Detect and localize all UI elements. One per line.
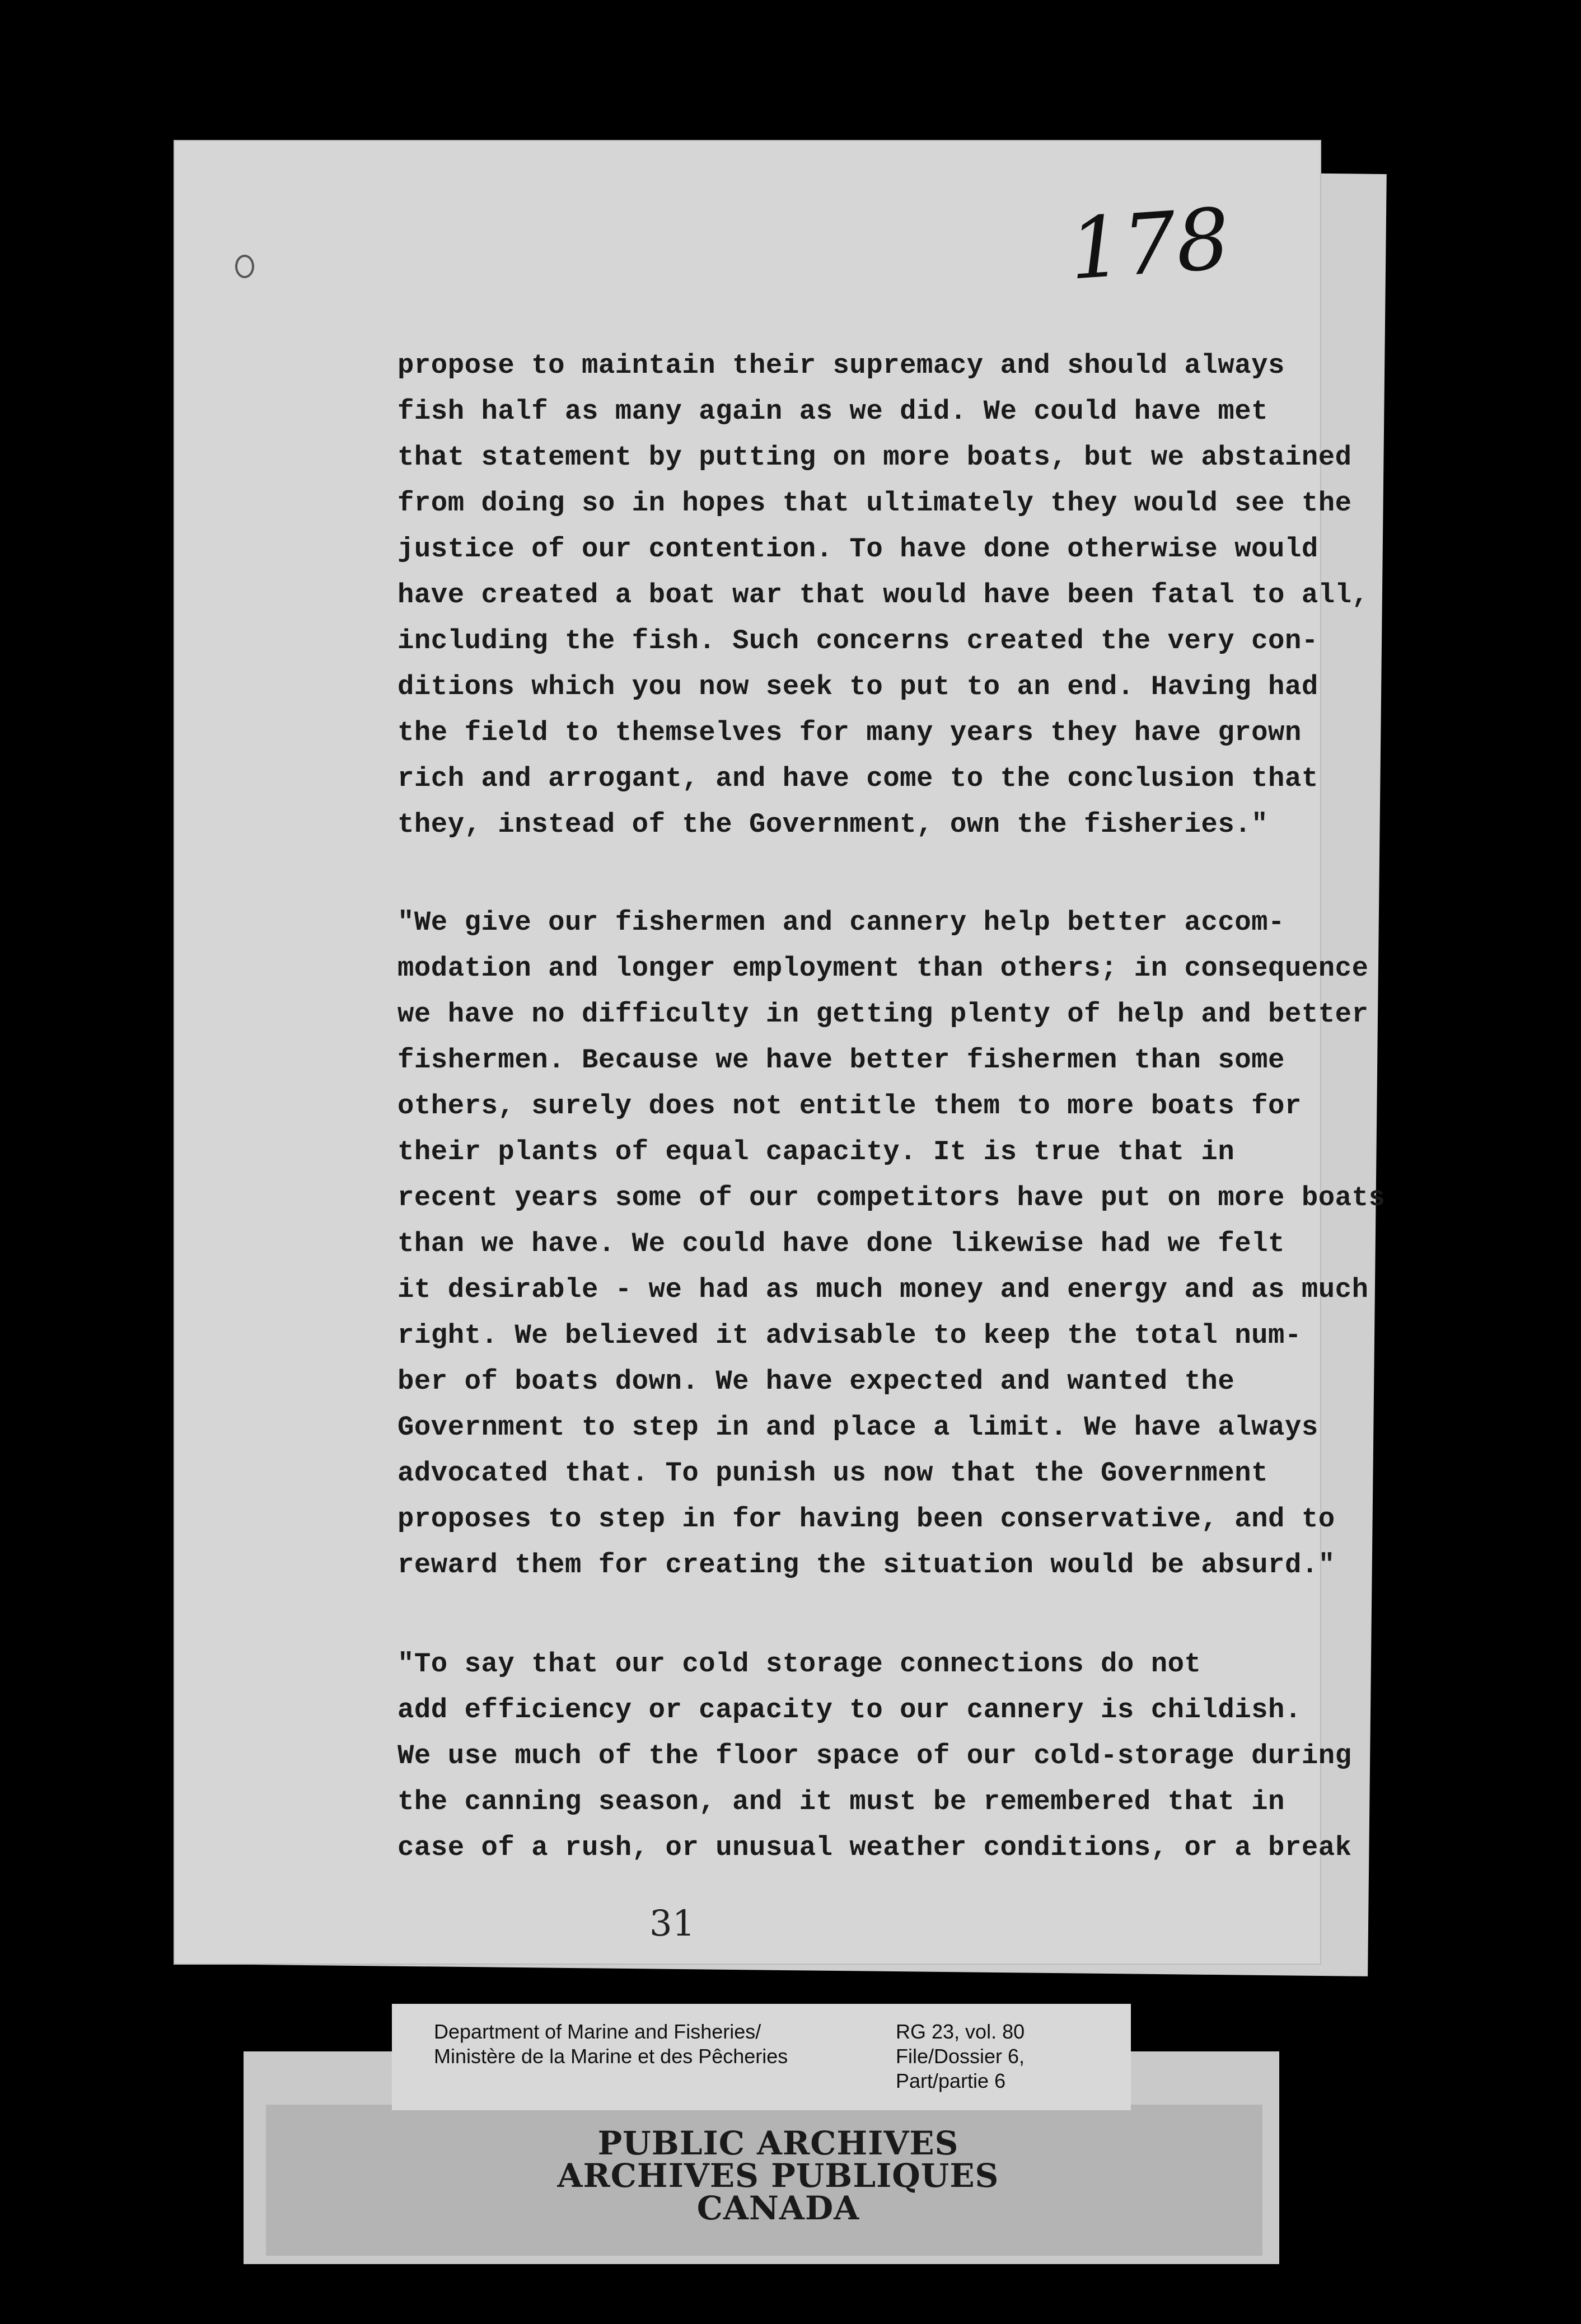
archive-reference [896, 2020, 1025, 2093]
archive-department [434, 2020, 788, 2069]
text-line: we have no difficulty in getting plenty of help and better [397, 999, 1369, 1030]
record-group: RG 23, vol. 80 [896, 2020, 1025, 2043]
text-line: fish half as many again as we did. We could have met [397, 396, 1269, 427]
text-line: add efficiency or capacity to our cannery is childish. [397, 1694, 1302, 1726]
text-line: "To say that our cold storage connections do not [397, 1648, 1201, 1680]
punch-hole [235, 255, 254, 278]
text-line: case of a rush, or unusual weather conditions, or a break [397, 1832, 1352, 1863]
text-line: proposes to step in for having been conservative, and to [397, 1503, 1335, 1535]
text-line: including the fish. Such concerns created the very con- [397, 625, 1318, 657]
text-line: the field to themselves for many years they have grown [397, 717, 1302, 748]
text-line: Government to step in and place a limit. We have always [397, 1412, 1318, 1443]
text-line: have created a boat war that would have been fatal to all, [397, 579, 1369, 611]
text-line: "We give our fishermen and cannery help better accom- [397, 907, 1285, 938]
text-line: it desirable - we had as much money and energy and as much [397, 1274, 1369, 1305]
department-french: Ministère de la Marine et des Pêcheries [434, 2045, 788, 2068]
text-line: the canning season, and it must be remembered that in [397, 1786, 1285, 1817]
text-line: advocated that. To punish us now that the Government [397, 1458, 1269, 1489]
page-number: 31 [649, 1903, 695, 1945]
archives-stamp [498, 2124, 1058, 2227]
archive-label [392, 2004, 1131, 2110]
text-line: that statement by putting on more boats, but we abstained [397, 442, 1352, 473]
text-line: they, instead of the Government, own the fisheries." [397, 809, 1269, 840]
text-line: ditions which you now seek to put to an end. Having had [397, 671, 1318, 702]
folio-number: 178 [1066, 190, 1233, 299]
text-line: others, surely does not entitle them to more boats for [397, 1090, 1302, 1122]
department-english: Department of Marine and Fisheries/ [434, 2020, 761, 2043]
text-line: ber of boats down. We have expected and wanted the [397, 1366, 1235, 1397]
text-line: from doing so in hopes that ultimately they would see the [397, 488, 1352, 519]
text-line: recent years some of our competitors have put on more boats [397, 1182, 1386, 1213]
stamp-line: PUBLIC ARCHIVES [597, 2124, 959, 2162]
text-line: reward them for creating the situation would be absurd." [397, 1549, 1335, 1581]
text-line: their plants of equal capacity. It is true that in [397, 1136, 1235, 1168]
text-line: fishermen. Because we have better fishermen than some [397, 1044, 1285, 1076]
text-line: rich and arrogant, and have come to the conclusion that [397, 763, 1318, 794]
text-line: We use much of the floor space of our cold-storage during [397, 1740, 1352, 1772]
text-line: than we have. We could have done likewise had we felt [397, 1228, 1285, 1259]
part-number: Part/partie 6 [896, 2069, 1006, 2092]
text-line: right. We believed it advisable to keep the total num- [397, 1320, 1302, 1351]
text-line: modation and longer employment than others; in consequence [397, 953, 1369, 984]
file-number: File/Dossier 6, [896, 2045, 1025, 2068]
text-line: propose to maintain their supremacy and should always [397, 350, 1285, 381]
stamp-line: ARCHIVES PUBLIQUES [557, 2157, 999, 2195]
document-page [174, 140, 1386, 1965]
stamp-line: CANADA [696, 2189, 860, 2227]
text-line: justice of our contention. To have done otherwise would [397, 533, 1318, 565]
